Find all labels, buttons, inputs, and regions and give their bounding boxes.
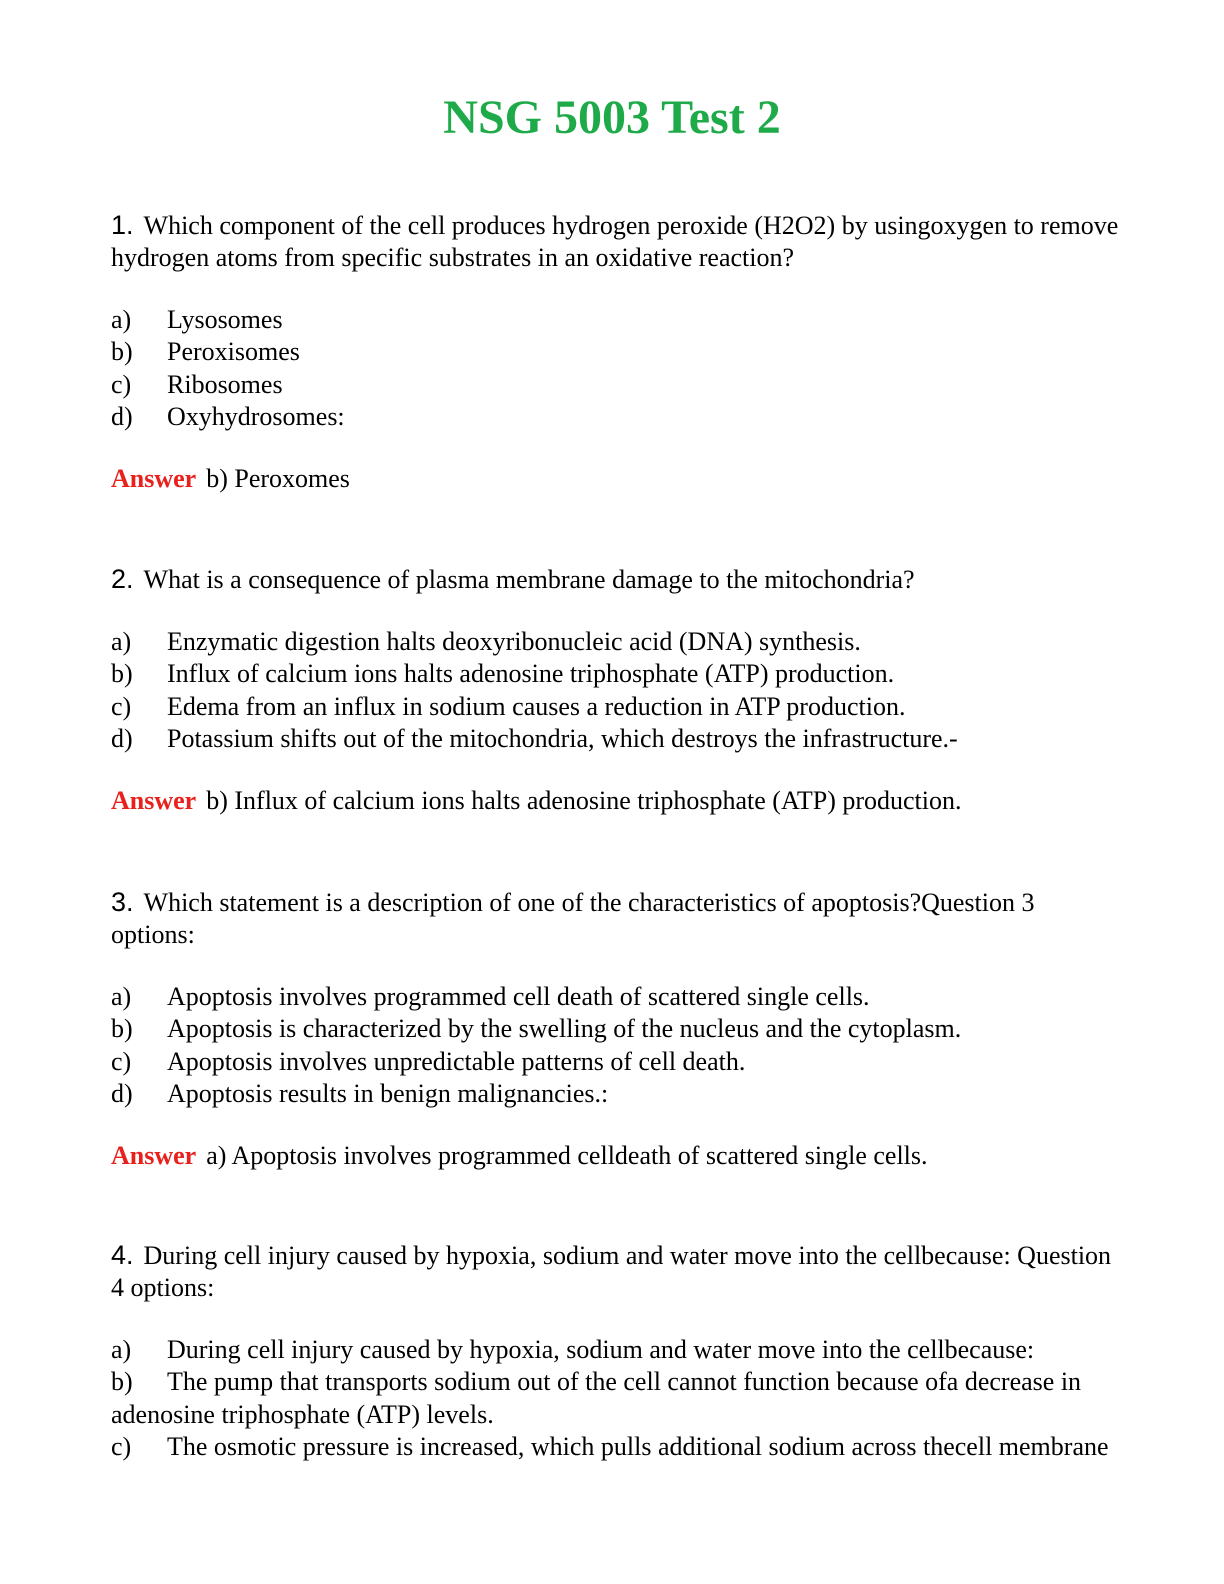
option-a [111,304,1121,336]
option-a [111,626,1121,658]
option-text: Apoptosis results in benign malignancies.: [167,1078,609,1108]
option-text: Edema from an influx in sodium causes a reduction in ATP production. [167,691,906,721]
question-3 [111,886,1121,1172]
question-4 [111,1239,1121,1463]
options-list [111,981,1121,1110]
options-list [111,304,1121,433]
option-letter: a) [111,982,132,1011]
option-c [111,369,1121,401]
option-b [111,658,1121,690]
option-letter: b) [111,337,133,367]
option-text: Oxyhydrosomes: [167,401,345,431]
question-number: 4. [111,1240,134,1270]
option-letter: c) [111,1431,132,1461]
question-number: 3. [111,887,134,917]
option-letter: d) [111,401,133,431]
option-letter: b) [111,1014,133,1044]
option-text: Apoptosis involves programmed cell death of scattered single cells. [167,982,870,1011]
question-text: During cell injury caused by hypoxia, sodium and water move into the cellbecause: Question 4 options: [111,1241,1112,1302]
option-a [111,981,1121,1013]
option-text: Influx of calcium ions halts adenosine triphosphate (ATP) production. [167,659,895,689]
option-text: Lysosomes [167,305,283,334]
option-text: Apoptosis is characterized by the swelling of the nucleus and the cytoplasm. [167,1014,962,1044]
answer-line [111,785,1121,817]
question-stem [111,1239,1121,1304]
option-c [111,1431,1121,1463]
question-stem [111,563,1121,596]
option-letter: d) [111,1078,133,1108]
page-title: NSG 5003 Test 2 [443,91,781,144]
answer-text: a) Apoptosis involves programmed celldeath of scattered single cells. [206,1141,928,1171]
answer-line [111,463,1121,495]
question-1 [111,209,1121,495]
question-number: 2. [111,564,134,594]
option-letter: c) [111,691,132,721]
option-text: During cell injury caused by hypoxia, sodium and water move into the cellbecause: [167,1335,1035,1364]
options-list [111,1334,1121,1463]
option-c [111,1046,1121,1078]
answer-line [111,1140,1121,1172]
question-2 [111,563,1121,817]
option-b [111,336,1121,368]
option-letter: a) [111,305,132,334]
option-d [111,723,1121,755]
option-letter: d) [111,723,133,753]
answer-label: Answer [111,464,197,494]
question-text: Which component of the cell produces hydrogen peroxide (H2O2) by usingoxygen to remove hydrogen atoms from specific substrates in an oxidative reaction? [111,211,1119,272]
option-a [111,1334,1121,1366]
option-c [111,691,1121,723]
options-list [111,626,1121,755]
question-stem [111,886,1121,951]
answer-label: Answer [111,786,197,816]
option-d [111,401,1121,433]
answer-label: Answer [111,1141,197,1171]
option-text: Peroxisomes [167,337,300,367]
question-text: What is a consequence of plasma membrane damage to the mitochondria? [143,565,915,594]
question-text: Which statement is a description of one of the characteristics of apoptosis?Question 3 options: [111,888,1035,949]
answer-text: b) Peroxomes [206,464,350,494]
option-d [111,1078,1121,1110]
question-number: 1. [111,210,134,240]
option-text: Ribosomes [167,369,283,399]
option-letter: c) [111,369,132,399]
option-letter: c) [111,1046,132,1076]
option-b [111,1013,1121,1045]
answer-text: b) Influx of calcium ions halts adenosine triphosphate (ATP) production. [206,786,962,816]
option-letter: b) [111,1367,133,1397]
option-text: Apoptosis involves unpredictable patterns of cell death. [167,1046,746,1076]
option-letter: a) [111,627,132,656]
option-text: Potassium shifts out of the mitochondria, which destroys the infrastructure.- [167,723,958,753]
option-letter: a) [111,1335,132,1364]
option-text: The osmotic pressure is increased, which pulls additional sodium across thecell membrane [167,1431,1109,1461]
option-text: The pump that transports sodium out of the cell cannot function because ofa decrease in adenosine triphosphate (ATP) levels. [111,1367,1082,1429]
option-letter: b) [111,659,133,689]
question-stem [111,209,1121,274]
option-b [111,1366,1121,1431]
option-text: Enzymatic digestion halts deoxyribonucleic acid (DNA) synthesis. [167,627,861,656]
